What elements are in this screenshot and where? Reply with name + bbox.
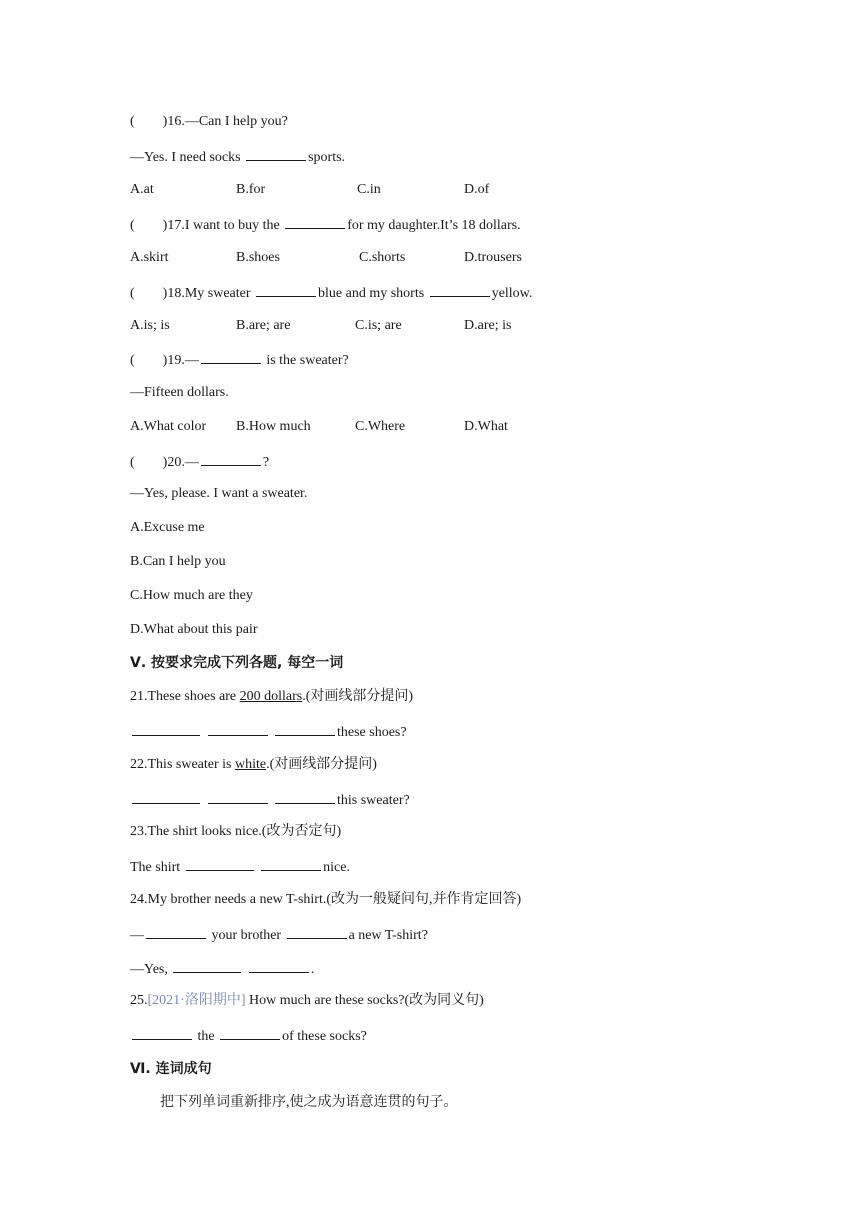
answer-blank[interactable] bbox=[275, 790, 335, 804]
q21-answer: these shoes? bbox=[130, 722, 407, 742]
q18-option-b: B.are; are bbox=[236, 318, 291, 333]
q23-stem: 23.The shirt looks nice.(改为否定句) bbox=[130, 824, 342, 839]
q19-stem: ( )19.— is the sweater? bbox=[130, 350, 349, 370]
answer-blank[interactable] bbox=[261, 857, 321, 871]
section-6-title: Ⅵ. 连词成句 bbox=[130, 1061, 212, 1077]
answer-blank[interactable] bbox=[132, 722, 200, 736]
q19-option-a: A.What color bbox=[130, 419, 207, 434]
q24-stem: 24.My brother needs a new T-shirt.(改为一般疑问句,并作肯定回答) bbox=[130, 892, 522, 907]
answer-blank[interactable] bbox=[256, 283, 316, 297]
underlined-phrase: 200 dollars bbox=[239, 689, 303, 704]
q25-answer: the of these socks? bbox=[130, 1026, 367, 1046]
q18-option-c: C.is; are bbox=[355, 318, 402, 333]
q19-option-b: B.How much bbox=[236, 419, 311, 434]
q19-reply: —Fifteen dollars. bbox=[130, 385, 229, 400]
q17-option-d: D.trousers bbox=[464, 250, 522, 265]
q20-reply: —Yes, please. I want a sweater. bbox=[130, 486, 308, 501]
answer-blank[interactable] bbox=[186, 857, 254, 871]
answer-blank[interactable] bbox=[132, 790, 200, 804]
q17-option-b: B.shoes bbox=[236, 250, 280, 265]
q22-stem: 22.This sweater is white.(对画线部分提问) bbox=[130, 757, 377, 772]
underlined-phrase: white bbox=[234, 757, 267, 772]
answer-blank[interactable] bbox=[132, 1026, 192, 1040]
q19-option-d: D.What bbox=[464, 419, 508, 434]
q18-option-d: D.are; is bbox=[464, 318, 512, 333]
q25-stem: 25.[2021·洛阳期中] How much are these socks?(改为同义句) bbox=[130, 993, 484, 1008]
answer-blank[interactable] bbox=[246, 147, 306, 161]
q16-option-c: C.in bbox=[357, 182, 381, 197]
q19-option-c: C.Where bbox=[355, 419, 406, 434]
q18-stem: ( )18.My sweater blue and my shorts yellow. bbox=[130, 283, 532, 303]
section-5-title: Ⅴ. 按要求完成下列各题, 每空一词 bbox=[130, 655, 344, 671]
q16-stem: ( )16.—Can I help you? bbox=[130, 114, 288, 129]
q20-option-a: A.Excuse me bbox=[130, 520, 205, 535]
q20-stem: ( )20.— ? bbox=[130, 452, 269, 472]
q24-answer-question: — your brother a new T-shirt? bbox=[130, 925, 428, 945]
q16-option-a: A.at bbox=[130, 182, 154, 197]
answer-blank[interactable] bbox=[201, 452, 261, 466]
q16-reply: —Yes. I need socks sports. bbox=[130, 147, 345, 167]
source-tag: [2021·洛阳期中] bbox=[147, 993, 246, 1008]
q17-option-a: A.skirt bbox=[130, 250, 169, 265]
answer-blank[interactable] bbox=[249, 959, 309, 973]
q20-option-c: C.How much are they bbox=[130, 588, 253, 603]
q20-option-b: B.Can I help you bbox=[130, 554, 226, 569]
answer-blank[interactable] bbox=[201, 350, 261, 364]
q16-option-d: D.of bbox=[464, 182, 490, 197]
q21-stem: 21.These shoes are 200 dollars.(对画线部分提问) bbox=[130, 689, 414, 704]
q22-answer: this sweater? bbox=[130, 790, 410, 810]
answer-blank[interactable] bbox=[208, 722, 268, 736]
q16-option-b: B.for bbox=[236, 182, 266, 197]
answer-blank[interactable] bbox=[430, 283, 490, 297]
answer-blank[interactable] bbox=[287, 925, 347, 939]
answer-blank[interactable] bbox=[208, 790, 268, 804]
answer-blank[interactable] bbox=[173, 959, 241, 973]
q24-answer-reply: —Yes, . bbox=[130, 959, 314, 979]
q17-option-c: C.shorts bbox=[359, 250, 406, 265]
q23-answer: The shirt nice. bbox=[130, 857, 350, 877]
q18-option-a: A.is; is bbox=[130, 318, 170, 333]
answer-blank[interactable] bbox=[146, 925, 206, 939]
q17-stem: ( )17.I want to buy the for my daughter.It’s 18 dollars. bbox=[130, 215, 521, 235]
answer-blank[interactable] bbox=[275, 722, 335, 736]
section-6-instruction: 把下列单词重新排序,使之成为语意连贯的句子。 bbox=[160, 1095, 458, 1110]
answer-blank[interactable] bbox=[220, 1026, 280, 1040]
answer-blank[interactable] bbox=[285, 215, 345, 229]
q20-option-d: D.What about this pair bbox=[130, 622, 258, 637]
